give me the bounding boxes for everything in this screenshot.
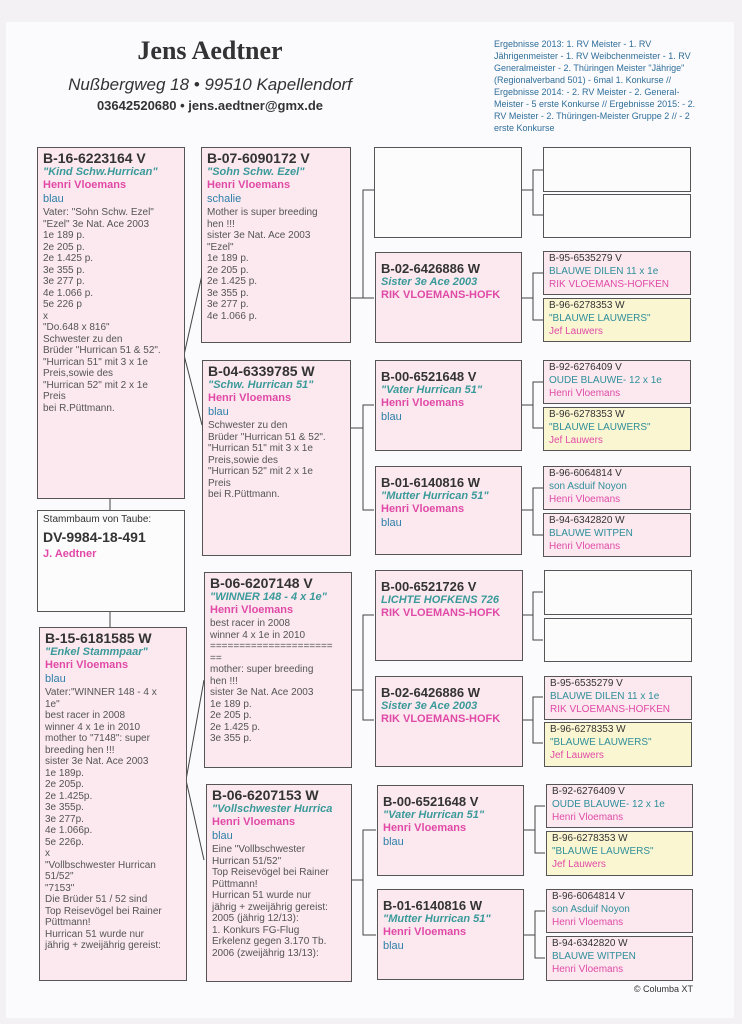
grandparent-card[interactable] xyxy=(201,147,351,343)
grandparent-name: "WINNER 148 - 4 x 1e" xyxy=(210,591,327,603)
ancestor-name: BLAUWE WITPEN xyxy=(552,951,636,962)
grandparent-name: "Sohn Schw. Ezel" xyxy=(207,166,305,178)
great-grandparent-name: LICHTE HOFKENS 726 xyxy=(381,594,499,606)
ancestor-name: OUDE BLAUWE- 12 x 1e xyxy=(549,375,662,386)
mother-color: blau xyxy=(45,673,66,685)
grandparent-card[interactable] xyxy=(206,784,352,982)
ancestor-ring: B-96-6278353 W xyxy=(549,409,625,420)
great-grandparent-ring: B-00-6521648 V xyxy=(381,369,477,384)
grandparent-card[interactable] xyxy=(202,360,351,556)
great-grandparent-color: blau xyxy=(381,411,402,423)
great-grandparent-breeder: Henri Vloemans xyxy=(383,926,467,938)
great-grandparent-ring: B-02-6426886 W xyxy=(381,261,480,276)
ancestor-card-empty[interactable] xyxy=(543,194,691,238)
mother-name: "Enkel Stammpaar" xyxy=(45,646,148,658)
ancestor-card-empty[interactable] xyxy=(543,147,691,192)
ancestor-breeder: Henri Vloemans xyxy=(549,494,621,505)
ancestor-card[interactable] xyxy=(543,513,691,557)
ancestor-name: "BLAUWE LAUWERS" xyxy=(552,846,654,857)
breeder-address: Nußbergweg 18 • 99510 Kapellendorf xyxy=(68,75,352,94)
grandparent-breeder: Henri Vloemans xyxy=(207,179,291,191)
ancestor-card-empty[interactable] xyxy=(544,570,692,615)
mother-breeder: Henri Vloemans xyxy=(45,659,129,671)
great-grandparent-name: "Mutter Hurrican 51" xyxy=(381,490,489,502)
great-grandparent-ring: B-02-6426886 W xyxy=(381,685,480,700)
ancestor-card[interactable] xyxy=(543,407,691,451)
subject-owner: J. Aedtner xyxy=(43,548,97,560)
grandparent-card[interactable] xyxy=(204,572,352,768)
subject-title: Stammbaum von Taube: xyxy=(43,514,152,525)
father-color: blau xyxy=(43,193,64,205)
great-grandparent-name: "Vater Hurrican 51" xyxy=(383,809,485,821)
mother-notes: Vater:"WINNER 148 - 4 x 1e" best racer in 2008 winner 4 x 1e in 2010 mother to "7148": super breeding hen !!! sister 3e Nat. Ace 2003 1e 189p. 2e 205p. 2e 1.425p. 3e 355p. 3e 277p. 4e 1.066p. 5e 226p. x "Vollbschwester Hurrican 51/52" "7153" Die Brüder 51 / 52 sind Top Reisevögel bei Rainer Püttmann! Hurrican 51 wurde nur jährig + zweijährig gereist: xyxy=(45,687,162,951)
ancestor-card[interactable] xyxy=(543,360,691,404)
ancestor-ring: B-96-6278353 W xyxy=(552,833,628,844)
grandparent-ring: B-06-6207148 V xyxy=(210,575,313,591)
ancestor-ring: B-94-6342820 W xyxy=(549,515,625,526)
ancestor-breeder: Jef Lauwers xyxy=(550,750,604,761)
ancestor-ring: B-96-6064814 V xyxy=(552,891,625,902)
ancestor-breeder: Jef Lauwers xyxy=(549,326,603,337)
father-breeder: Henri Vloemans xyxy=(43,179,127,191)
father-name: "Kind Schw.Hurrican" xyxy=(43,166,158,178)
great-grandparent-breeder: Henri Vloemans xyxy=(381,503,465,515)
great-grandparent-ring: B-00-6521726 V xyxy=(381,579,477,594)
father-ring: B-16-6223164 V xyxy=(43,150,146,166)
subject-ring: DV-9984-18-491 xyxy=(43,529,146,545)
ancestor-breeder: Henri Vloemans xyxy=(552,964,624,975)
great-grandparent-ring: B-01-6140816 W xyxy=(383,898,482,913)
ancestor-ring: B-95-6535279 V xyxy=(549,253,622,264)
grandparent-breeder: Henri Vloemans xyxy=(212,816,296,828)
ancestor-breeder: Henri Vloemans xyxy=(552,917,624,928)
results-text: Ergebnisse 2013: 1. RV Meister - 1. RV Jährigenmeister - 1. RV Weibchenmeister - 1. RV Generalmeister - 2. Thüringen Meister "Jährige" (Regionalverband 501) - 6mal 1. Konkurse // Ergebnisse 2014: - 2. RV Meister - 2. General-Meister - 5 erste Konkurse // Ergebnisse 2015: - 2. RV Meister - 2. Thüringen-Meister Gruppe 2 // - 2 erste Konkurse xyxy=(494,39,696,133)
great-grandparent-card[interactable] xyxy=(375,676,523,767)
ancestor-name: son Asduif Noyon xyxy=(552,904,630,915)
grandparent-name: "Vollschwester Hurrica xyxy=(212,803,333,815)
great-grandparent-card[interactable] xyxy=(375,360,522,451)
great-grandparent-name: Sister 3e Ace 2003 xyxy=(381,276,478,288)
great-grandparent-ring: B-00-6521648 V xyxy=(383,794,479,809)
ancestor-ring: B-94-6342820 W xyxy=(552,938,628,949)
ancestor-ring: B-95-6535279 V xyxy=(550,678,623,689)
footer-copyright: © Columba XT xyxy=(633,984,693,994)
ancestor-ring: B-96-6064814 V xyxy=(549,468,622,479)
ancestor-card[interactable] xyxy=(543,251,691,295)
grandparent-color: blau xyxy=(208,406,229,418)
grandparent-ring: B-06-6207153 W xyxy=(212,787,319,803)
ancestor-breeder: RIK VLOEMANS-HOFKEN xyxy=(550,704,671,715)
ancestor-name: BLAUWE DILEN 11 x 1e xyxy=(550,691,660,702)
mother-ring: B-15-6181585 W xyxy=(45,630,152,646)
great-grandparent-breeder: Henri Vloemans xyxy=(383,822,467,834)
great-grandparent-color: blau xyxy=(381,517,402,529)
ancestor-ring: B-96-6278353 W xyxy=(550,724,626,735)
ancestor-breeder: Henri Vloemans xyxy=(549,541,621,552)
great-grandparent-card[interactable] xyxy=(377,785,524,876)
grandparent-breeder: Henri Vloemans xyxy=(208,392,292,404)
grandparent-name: "Schw. Hurrican 51" xyxy=(208,379,314,391)
great-grandparent-ring: B-01-6140816 W xyxy=(381,475,480,490)
great-grandparent-name: "Mutter Hurrican 51" xyxy=(383,913,491,925)
ancestor-card[interactable] xyxy=(544,676,692,720)
ancestor-ring: B-92-6276409 V xyxy=(552,786,625,797)
ancestor-name: "BLAUWE LAUWERS" xyxy=(549,422,651,433)
great-grandparent-card[interactable] xyxy=(375,252,522,343)
ancestor-name: son Asduif Noyon xyxy=(549,481,627,492)
father-notes: Vater: "Sohn Schw. Ezel" "Ezel" 3e Nat. Ace 2003 1e 189 p. 2e 205 p. 2e 1.425 p. 3e 355 p. 3e 277 p. 4e 1.066 p. 5e 226 p x "Do.648 x 816" Schwester zu den Brüder "Hurrican 51 & 52". "Hurrican 51" mit 3 x 1e Preis,sowie des "Hurrican 52" mit 2 x 1e Preis bei R.Püttmann. xyxy=(43,207,161,414)
ancestor-card[interactable] xyxy=(546,784,693,828)
ancestor-ring: B-96-6278353 W xyxy=(549,300,625,311)
ancestor-name: BLAUWE WITPEN xyxy=(549,528,633,539)
ancestor-ring: B-92-6276409 V xyxy=(549,362,622,373)
great-grandparent-name: "Vater Hurrican 51" xyxy=(381,384,483,396)
breeder-name: Jens Aedtner xyxy=(137,36,283,65)
great-grandparent-card[interactable] xyxy=(375,466,522,555)
ancestor-card[interactable] xyxy=(546,889,693,933)
ancestor-card[interactable] xyxy=(544,722,692,767)
ancestor-breeder: Henri Vloemans xyxy=(552,812,624,823)
ancestor-breeder: Henri Vloemans xyxy=(549,388,621,399)
ancestor-name: "BLAUWE LAUWERS" xyxy=(549,313,651,324)
grandparent-ring: B-04-6339785 W xyxy=(208,363,315,379)
great-grandparent-breeder: Henri Vloemans xyxy=(381,397,465,409)
breeder-contact: 03642520680 • jens.aedtner@gmx.de xyxy=(96,98,324,113)
grandparent-breeder: Henri Vloemans xyxy=(210,604,294,616)
ancestor-card-empty[interactable] xyxy=(544,618,692,662)
ancestor-card[interactable] xyxy=(546,831,693,876)
great-grandparent-card-empty[interactable] xyxy=(374,147,522,238)
great-grandparent-breeder: RIK VLOEMANS-HOFK xyxy=(381,289,501,301)
ancestor-card[interactable] xyxy=(543,466,691,510)
ancestor-breeder: RIK VLOEMANS-HOFKEN xyxy=(549,279,670,290)
ancestor-card[interactable] xyxy=(543,298,691,342)
grandparent-notes: Mother is super breeding hen !!! sister 3e Nat. Ace 2003 "Ezel" 1e 189 p. 2e 205 p. 2e 1.425 p. 3e 355 p. 3e 277 p. 4e 1.066 p. xyxy=(207,207,318,322)
great-grandparent-breeder: RIK VLOEMANS-HOFK xyxy=(381,713,501,725)
mother-card[interactable] xyxy=(39,627,187,981)
grandparent-notes: best racer in 2008 winner 4 x 1e in 2010 ===================== == mother: super breeding hen !!! sister 3e Nat. Ace 2003 1e 189 p. 2e 205 p. 2e 1.425 p. 3e 355 p. xyxy=(210,618,333,744)
subject-card[interactable] xyxy=(37,510,185,612)
grandparent-color: blau xyxy=(212,830,233,842)
great-grandparent-card[interactable] xyxy=(375,570,523,661)
grandparent-notes: Schwester zu den Brüder "Hurrican 51 & 52". "Hurrican 51" mit 3 x 1e Preis,sowie des "Hurrican 52" mit 2 x 1e Preis bei R.Püttmann. xyxy=(208,420,326,500)
ancestor-breeder: Jef Lauwers xyxy=(552,859,606,870)
ancestor-name: BLAUWE DILEN 11 x 1e xyxy=(549,266,659,277)
great-grandparent-color: blau xyxy=(383,836,404,848)
grandparent-notes: Eine "Vollbschwester Hurrican 51/52" Top Reisevögel bei Rainer Püttmann! Hurrican 51 wurde nur jährig + zweijährig gereist: 2005 (jährig 12/13): 1. Konkurs FG-Flug Erkelenz gegen 3.170 Tb. 2006 (zweijährig 13/13): xyxy=(212,844,329,959)
ancestor-name: OUDE BLAUWE- 12 x 1e xyxy=(552,799,665,810)
ancestor-name: "BLAUWE LAUWERS" xyxy=(550,737,652,748)
grandparent-color: schalie xyxy=(207,193,242,205)
great-grandparent-color: blau xyxy=(383,940,404,952)
ancestor-card[interactable] xyxy=(546,936,693,981)
great-grandparent-breeder: RIK VLOEMANS-HOFK xyxy=(381,607,501,619)
great-grandparent-card[interactable] xyxy=(377,889,524,980)
ancestor-breeder: Jef Lauwers xyxy=(549,435,603,446)
father-card[interactable] xyxy=(37,147,185,499)
grandparent-ring: B-07-6090172 V xyxy=(207,150,310,166)
great-grandparent-name: Sister 3e Ace 2003 xyxy=(381,700,478,712)
